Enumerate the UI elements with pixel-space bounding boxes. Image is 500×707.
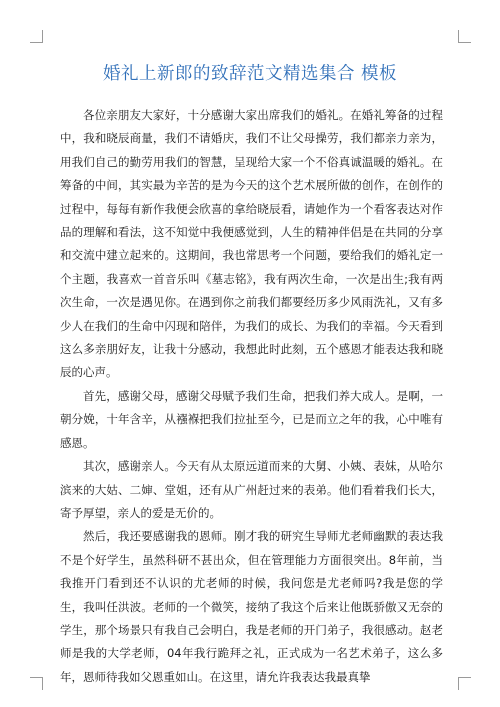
paragraph-thanks-teachers: 然后，我还要感谢我的恩师。刚才我的研究生导师尤老师幽默的表达我不是个好学生，虽然科研不甚出众，但在管理能力方面很突出。8年前，当我推开门看到还不认识的尤老师的时候，我问您是尤老师吗?我是您的学生，我叫任洪波。老师的一个微笑，接纳了我这个后来让他既骄傲又无奈的学生，那个场景只有我自己会明白，我是老师的开门弟子，我很感动。赵老师是我的大学老师，04年我行跪拜之礼，正式成为一名艺术弟子，这么多年，恩师待我如父恩重如山。在这里，请允许我表达我最真挚	[60, 529, 443, 684]
crop-mark-top-left	[30, 30, 43, 43]
paragraph-thanks-relatives: 其次，感谢亲人。今天有从太原远道而来的大舅、小姨、表妹，从哈尔滨来的大姑、二婶、堂姐，还有从广州赶过来的表弟。他们看着我们长大，寄予厚望，亲人的爱是无价的。	[60, 459, 443, 520]
paragraph-thanks-parents: 首先，感谢父母，感谢父母赋予我们生命，把我们养大成人。是啊，一朝分娩，十年含辛，从襁褓把我们拉扯至今，已是而立之年的我，心中唯有感恩。	[60, 388, 443, 450]
document-title: 婚礼上新郎的致辞范文精选集合 模板	[102, 64, 398, 84]
crop-mark-top-right	[458, 30, 471, 43]
crop-mark-bottom-right	[458, 677, 471, 690]
document-body	[60, 104, 443, 689]
crop-mark-bottom-left	[30, 677, 43, 690]
paragraph-greeting: 各位亲朋友大家好，十分感谢大家出席我们的婚礼。在婚礼筹备的过程中，我和晓辰商量，我们不请婚庆，我们不让父母操劳，我们都亲力亲为，用我们自己的勤劳用我们的智慧，呈现给大家一个不俗真诚温暖的婚礼。在筹备的中间，其实最为辛苦的是为今天的这个艺术展所做的创作，在创作的过程中，每每有新作我便会欣喜的拿给晓辰看，请她作为一个看客表达对作品的理解和看法，这不知觉中我便感觉到，人生的精神伴侣是在共同的分享和交流中建立起来的。这期间，我也常思考一个问题，要给我们的婚礼定一个主题，我喜欢一首音乐叫《墓志铭》，我有两次生命，一次是出生;我有两次生命，一次是遇见你。在遇到你之前我们都要经历多少风雨洗礼，又有多少人在我们的生命中闪现和陪伴，为我们的成长、为我们的幸福。今天看到这么多亲朋好友，让我十分感动，我想此时此刻，五个感恩才能表达我和晓辰的心声。	[60, 108, 443, 380]
